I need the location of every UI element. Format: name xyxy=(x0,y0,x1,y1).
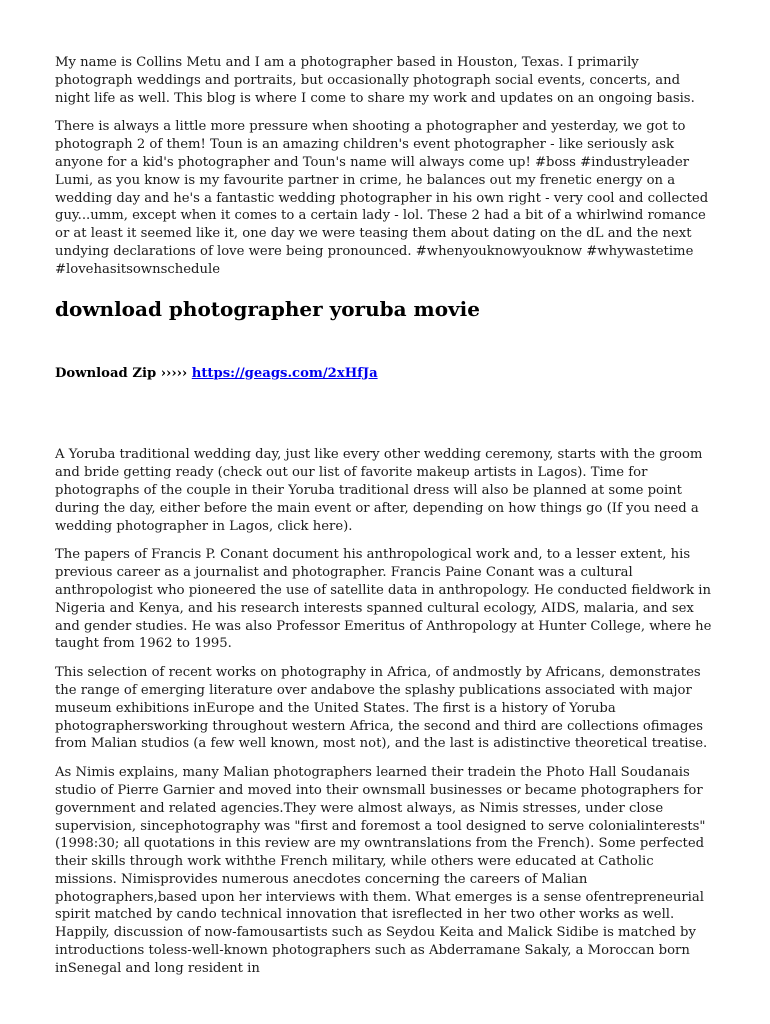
body-paragraph-4: As Nimis explains, many Malian photographers learned their tradein the Photo Hall Soudanais studio of Pierre Garnier and moved into their ownsmall businesses or became photographers for government and related agencies.They were almost always, as Nimis stresses, under close supervision, sincephotography was "first and foremost a tool designed to serve colonialinterests" (1998:30; all quotations in this review are my owntranslations from the French). Some perfected their skills through work withthe French military, while others were educated at Catholic missions. Nimisprovides numerous anecdotes concerning the careers of Malian photographers,based upon her interviews with them. What emerges is a sense ofentrepreneurial spirit matched by cando technical innovation that isreflected in her two other works as well. Happily, discussion of now-famousartists such as Seydou Keita and Malick Sidibe is matched by introductions toless-well-known photographers such as Abderramane Sakaly, a Moroccan born inSenegal and long resident in xyxy=(55,765,706,976)
intro-paragraph-1: My name is Collins Metu and I am a photographer based in Houston, Texas. I primarily photograph weddings and portraits, but occasionally photograph social events, concerts, and night life as well. This blog is where I come to share my work and updates on an ongoing basis. xyxy=(55,55,695,106)
article-body xyxy=(55,446,717,977)
download-link[interactable]: https://geags.com/2xHfJa xyxy=(191,365,378,381)
download-line xyxy=(55,365,717,383)
body-paragraph-1: A Yoruba traditional wedding day, just like every other wedding ceremony, starts with the groom and bride getting ready (check out our list of favorite makeup artists in Lagos). Time for photographs of the couple in their Yoruba traditional dress will also be planned at some point during the day, either before the main event or after, depending on how things go (If you need a wedding photographer in Lagos, click here). xyxy=(55,447,703,534)
page-title: download photographer yoruba movie xyxy=(55,296,480,321)
body-paragraph-2: The papers of Francis P. Conant document his anthropological work and, to a lesser extent, his previous career as a journalist and photographer. Francis Paine Conant was a cultural anthropologist who pioneered the use of satellite data in anthropology. He conducted fieldwork in Nigeria and Kenya, and his research interests spanned cultural ecology, AIDS, malaria, and sex and gender studies. He was also Professor Emeritus of Anthropology at Hunter College, where he taught from 1962 to 1995. xyxy=(55,547,712,652)
body-paragraph-3: This selection of recent works on photography in Africa, of andmostly by Africans, demonstrates the range of emerging literature over andabove the splashy publications associated with major museum exhibitions inEurope and the United States. The first is a history of Yoruba photographersworking throughout western Africa, the second and third are collections ofimages from Malian studios (a few well known, most not), and the last is adistinctive theoretical treatise. xyxy=(55,665,708,752)
intro-paragraph-2: There is always a little more pressure when shooting a photographer and yesterday, we got to photograph 2 of them! Toun is an amazing children's event photographer - like seriously ask anyone for a kid's photographer and Toun's name will always come up! #boss #industryleader Lumi, as you know is my favourite partner in crime, he balances out my frenetic energy on a wedding day and he's a fantastic wedding photographer in his own right - very cool and collected guy...umm, except when it comes to a certain lady - lol. These 2 had a bit of a whirlwind romance or at least it seemed like it, one day we were teasing them about dating on the dL and the next undying declarations of love were being pronounced. #whenyouknowyouknow #whywastetime #lovehasitsownschedule xyxy=(55,119,709,277)
document-page xyxy=(55,54,717,989)
download-label: Download Zip ››››› xyxy=(55,365,188,381)
